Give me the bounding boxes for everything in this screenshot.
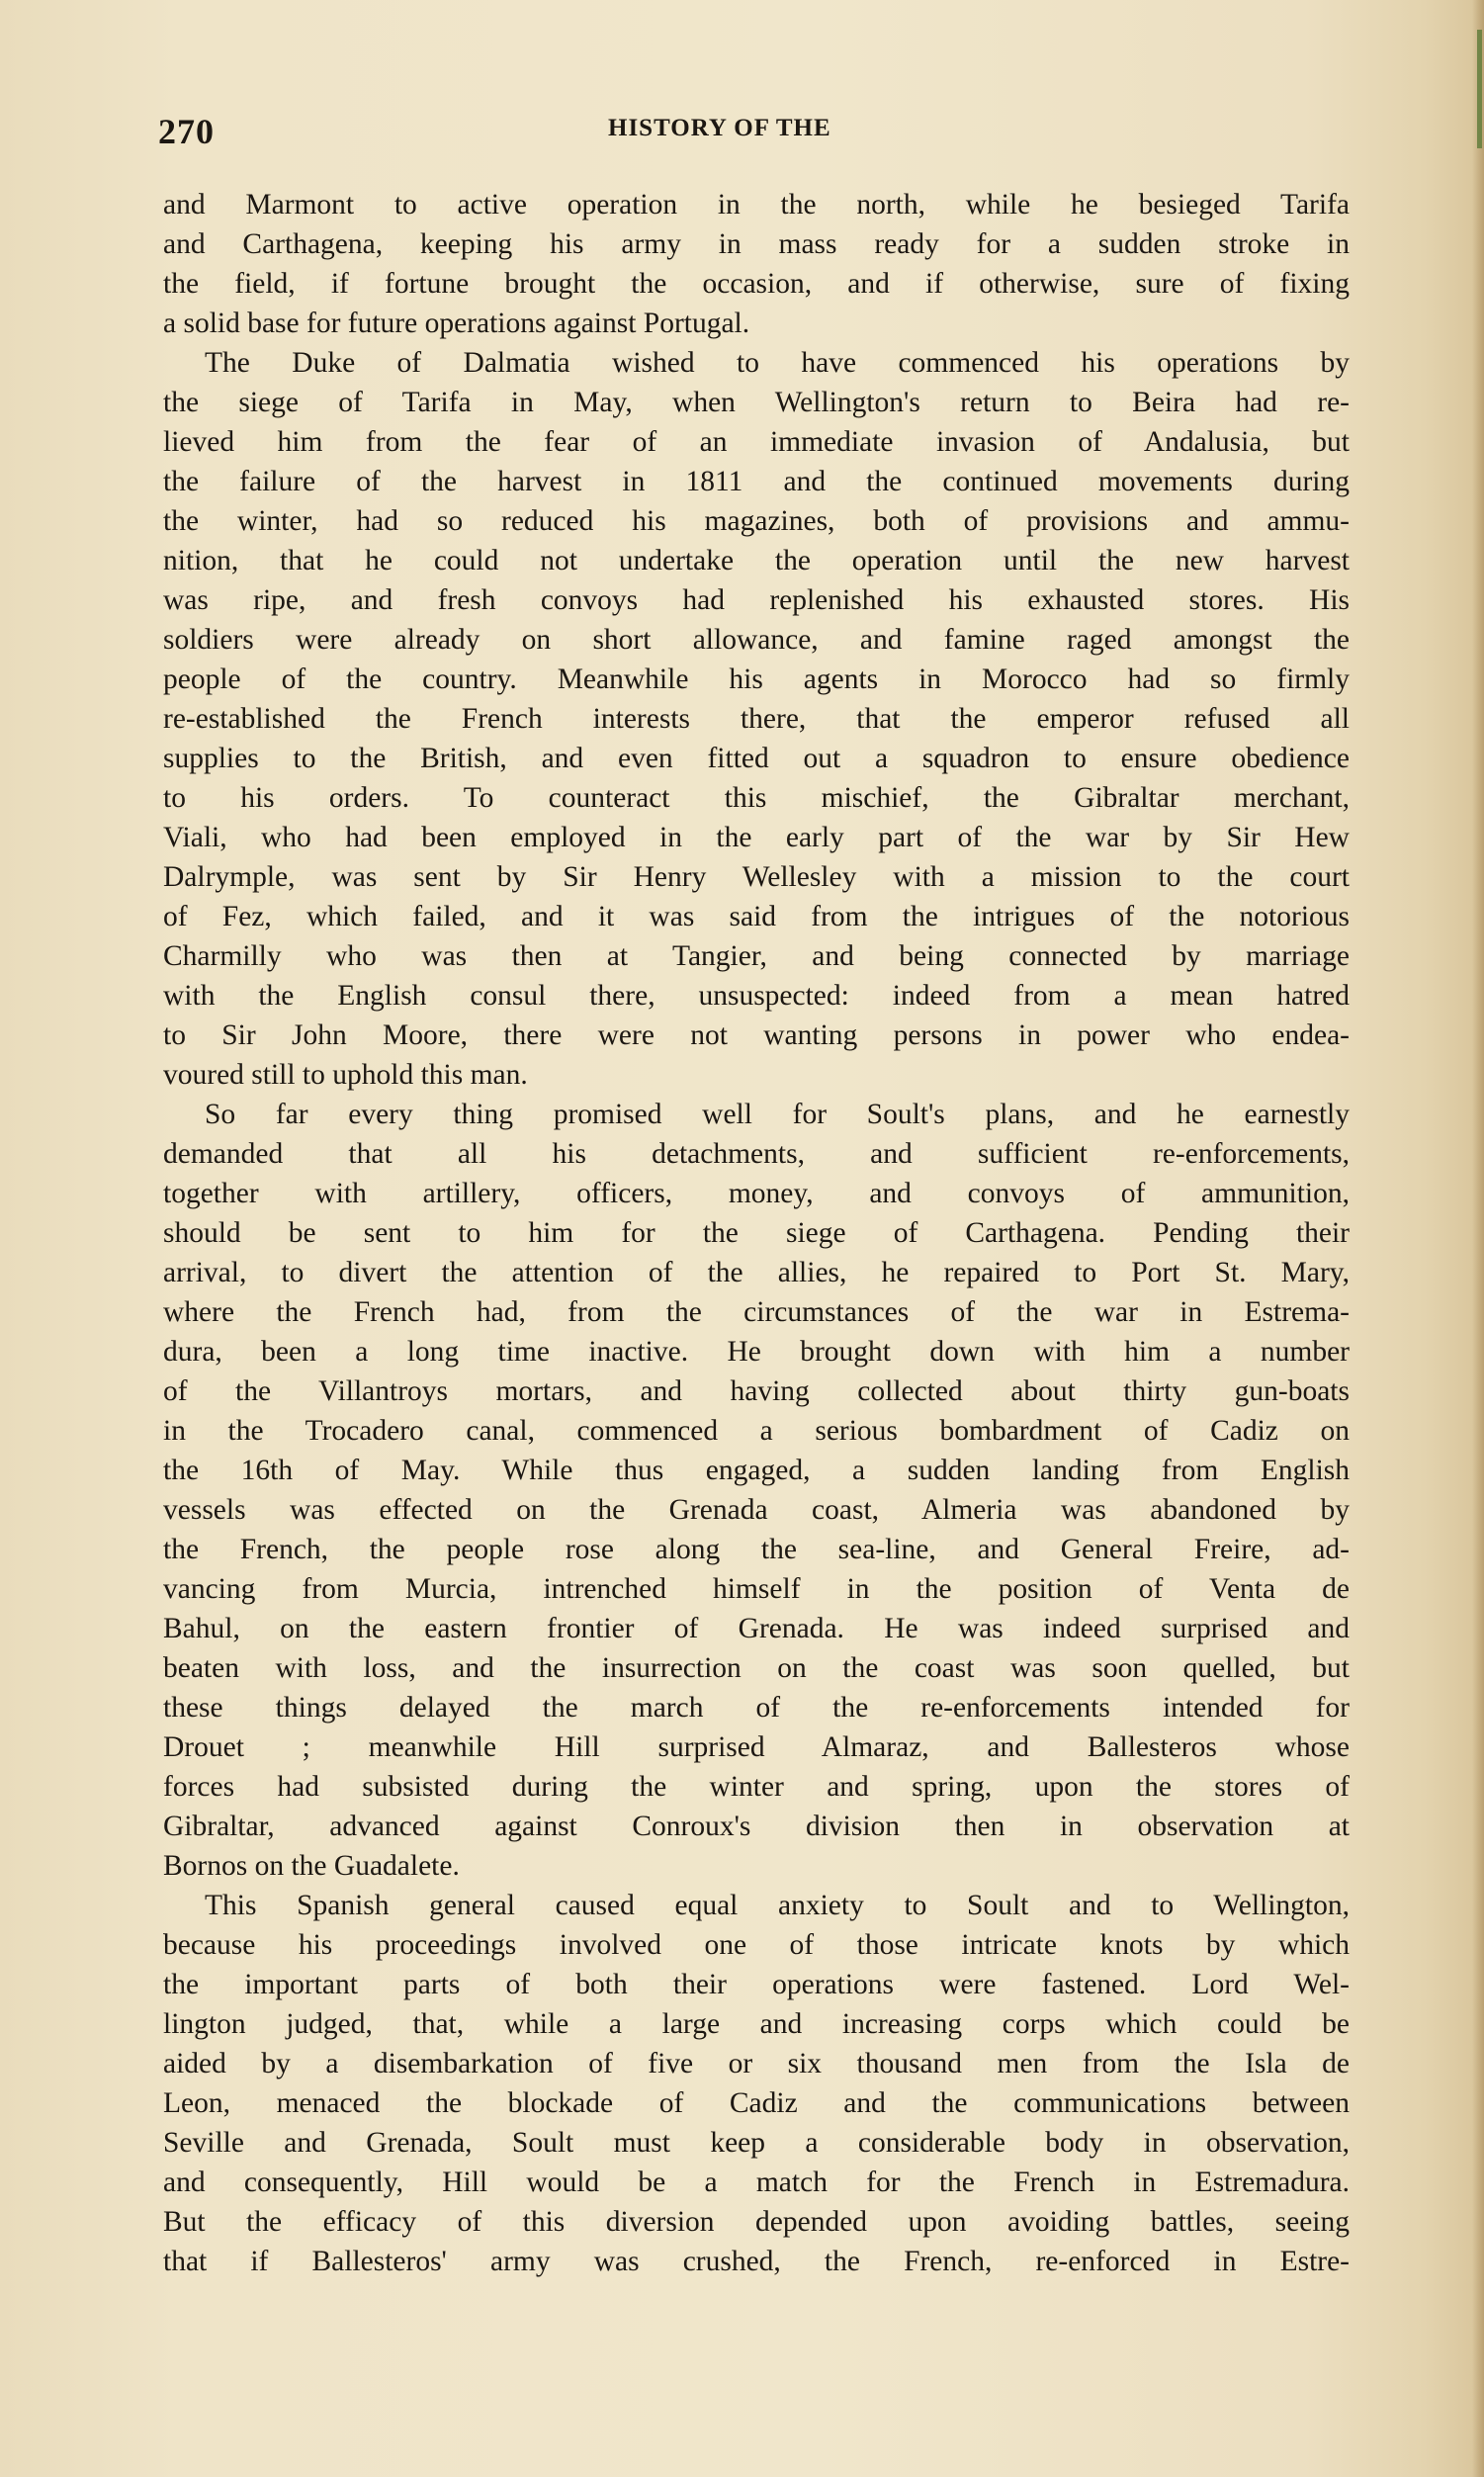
text-line: So far every thing promised well for Soult's plans, and he earnestly	[205, 1099, 1350, 1130]
text-line: in the Trocadero canal, commenced a serious bombardment of Cadiz on	[163, 1415, 1350, 1447]
page-number: 270	[158, 112, 215, 151]
page-edge-shadow	[1472, 0, 1484, 2477]
text-line: supplies to the British, and even fitted out a squadron to ensure obedience	[163, 743, 1350, 774]
text-line: that if Ballesteros' army was crushed, the French, re-enforced in Estre-	[163, 2246, 1350, 2277]
page-edge-mark	[1477, 30, 1482, 148]
text-line: dura, been a long time inactive. He brought down with him a number	[163, 1336, 1350, 1368]
text-line: together with artillery, officers, money, and convoys of ammunition,	[163, 1178, 1350, 1209]
text-line: and Marmont to active operation in the north, while he besieged Tarifa	[163, 189, 1350, 221]
text-line: and consequently, Hill would be a match for the French in Estremadura.	[163, 2167, 1350, 2198]
text-line: nition, that he could not undertake the operation until the new harvest	[163, 545, 1350, 576]
text-line: Gibraltar, advanced against Conroux's division then in observation at	[163, 1811, 1350, 1842]
text-line: the field, if fortune brought the occasion, and if otherwise, sure of fixing	[163, 268, 1350, 300]
text-line: the winter, had so reduced his magazines, both of provisions and ammu-	[163, 505, 1350, 537]
body-text	[163, 185, 1350, 2281]
text-line: Leon, menaced the blockade of Cadiz and the communications between	[163, 2087, 1350, 2119]
text-line: was ripe, and fresh convoys had replenished his exhausted stores. His	[163, 584, 1350, 616]
text-line: to Sir John Moore, there were not wanting persons in power who endea-	[163, 1019, 1350, 1051]
text-line: Bahul, on the eastern frontier of Grenada. He was indeed surprised and	[163, 1613, 1350, 1644]
text-line: with the English consul there, unsuspected: indeed from a mean hatred	[163, 980, 1350, 1012]
text-line: the important parts of both their operations were fastened. Lord Wel-	[163, 1969, 1350, 2000]
text-line: vessels was effected on the Grenada coast, Almeria was abandoned by	[163, 1494, 1350, 1526]
text-line: aided by a disembarkation of five or six thousand men from the Isla de	[163, 2048, 1350, 2079]
text-line: where the French had, from the circumstances of the war in Estrema-	[163, 1296, 1350, 1328]
text-line: beaten with loss, and the insurrection on the coast was soon quelled, but	[163, 1652, 1350, 1684]
text-line: voured still to uphold this man.	[163, 1059, 528, 1091]
text-line: these things delayed the march of the re-enforcements intended for	[163, 1692, 1350, 1724]
text-line: people of the country. Meanwhile his agents in Morocco had so firmly	[163, 663, 1350, 695]
text-line: Drouet ; meanwhile Hill surprised Almaraz, and Ballesteros whose	[163, 1731, 1350, 1763]
text-line: should be sent to him for the siege of Carthagena. Pending their	[163, 1217, 1350, 1249]
text-line: lington judged, that, while a large and increasing corps which could be	[163, 2008, 1350, 2040]
text-line: of the Villantroys mortars, and having collected about thirty gun-boats	[163, 1375, 1350, 1407]
text-line: demanded that all his detachments, and sufficient re-enforcements,	[163, 1138, 1350, 1170]
text-line: because his proceedings involved one of those intricate knots by which	[163, 1929, 1350, 1961]
text-line: a solid base for future operations against Portugal.	[163, 308, 750, 339]
text-line: This Spanish general caused equal anxiety to Soult and to Wellington,	[205, 1890, 1350, 1921]
text-line: re-established the French interests there, that the emperor refused all	[163, 703, 1350, 735]
text-line: Charmilly who was then at Tangier, and being connected by marriage	[163, 940, 1350, 972]
text-line: Viali, who had been employed in the early part of the war by Sir Hew	[163, 822, 1350, 853]
text-line: the 16th of May. While thus engaged, a sudden landing from English	[163, 1455, 1350, 1486]
text-line: of Fez, which failed, and it was said from the intrigues of the notorious	[163, 901, 1350, 932]
text-line: Seville and Grenada, Soult must keep a considerable body in observation,	[163, 2127, 1350, 2159]
text-line: forces had subsisted during the winter and spring, upon the stores of	[163, 1771, 1350, 1803]
running-head: HISTORY OF THE	[608, 115, 831, 141]
text-line: lieved him from the fear of an immediate invasion of Andalusia, but	[163, 426, 1350, 458]
text-line: soldiers were already on short allowance, and famine raged amongst the	[163, 624, 1350, 656]
text-line: and Carthagena, keeping his army in mass ready for a sudden stroke in	[163, 228, 1350, 260]
text-line: vancing from Murcia, intrenched himself in the position of Venta de	[163, 1573, 1350, 1605]
text-line: The Duke of Dalmatia wished to have commenced his operations by	[205, 347, 1350, 379]
text-line: the failure of the harvest in 1811 and the continued movements during	[163, 466, 1350, 497]
page-header	[158, 111, 1354, 154]
text-line: But the efficacy of this diversion depended upon avoiding battles, seeing	[163, 2206, 1350, 2238]
text-line: to his orders. To counteract this mischief, the Gibraltar merchant,	[163, 782, 1350, 814]
text-line: Bornos on the Guadalete.	[163, 1850, 460, 1882]
text-line: the French, the people rose along the sea-line, and General Freire, ad-	[163, 1534, 1350, 1565]
text-line: Dalrymple, was sent by Sir Henry Wellesley with a mission to the court	[163, 861, 1350, 893]
text-line: arrival, to divert the attention of the allies, he repaired to Port St. Mary,	[163, 1257, 1350, 1288]
text-line: the siege of Tarifa in May, when Wellington's return to Beira had re-	[163, 387, 1350, 418]
